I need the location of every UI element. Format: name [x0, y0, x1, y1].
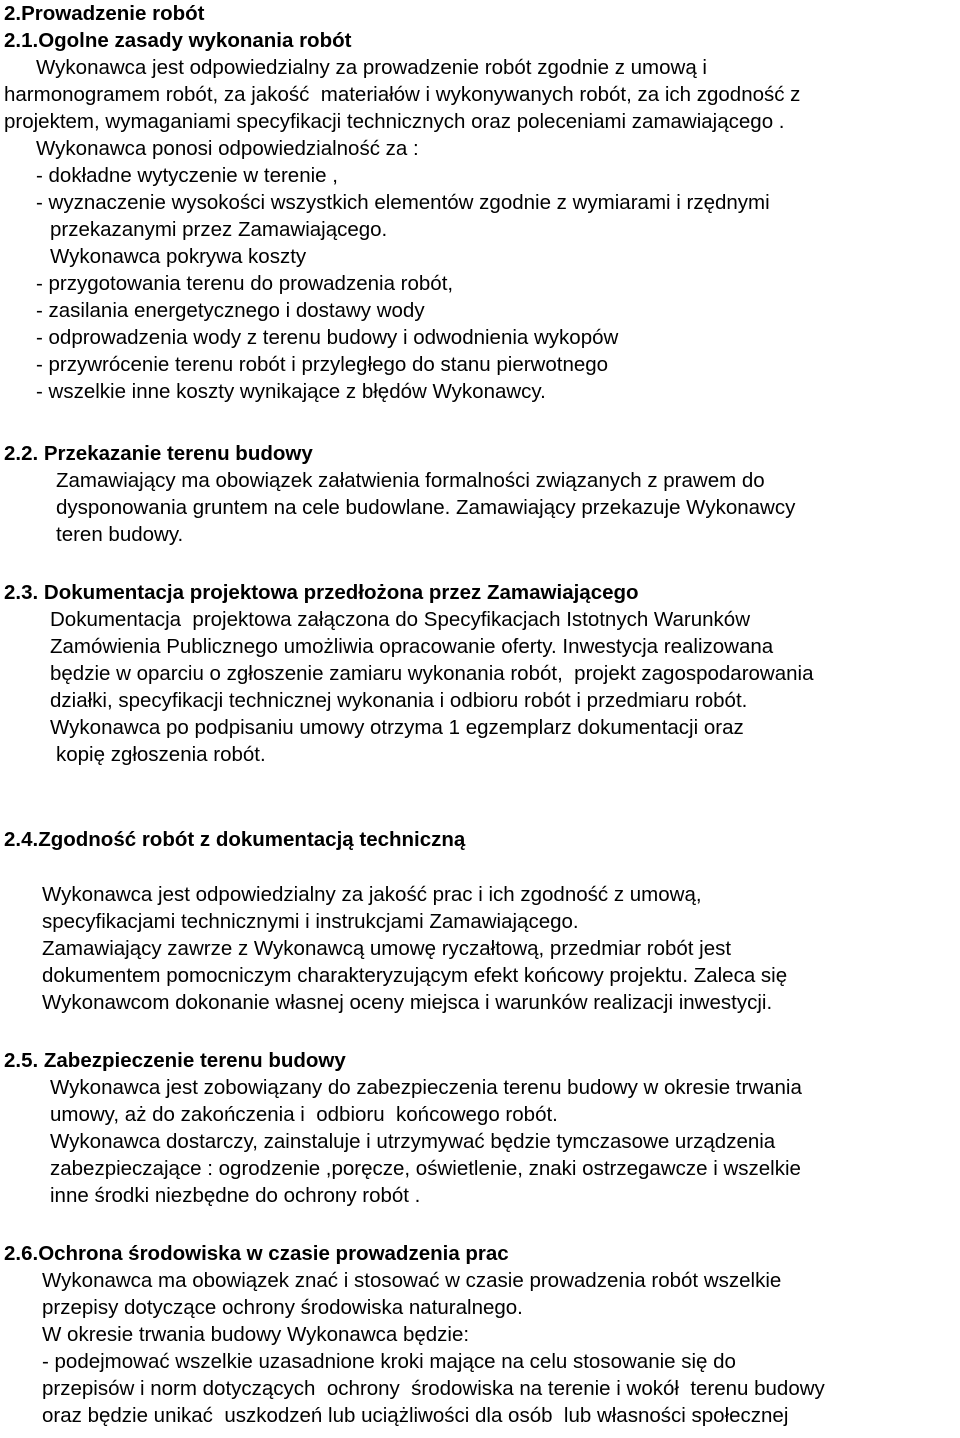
section-heading: 2.5. Zabezpieczenie terenu budowy [4, 1049, 346, 1072]
chapter-heading: 2.Prowadzenie robót [4, 2, 205, 25]
paragraph-line: W okresie trwania budowy Wykonawca będzie: [42, 1323, 470, 1346]
paragraph-line: teren budowy. [56, 523, 184, 546]
list-item: - przywrócenie terenu robót i przyległego do stanu pierwotnego [36, 353, 609, 376]
list-item-continuation: przepisów i norm dotyczących ochrony środowiska na terenie i wokół terenu budowy [42, 1377, 825, 1400]
paragraph-line: przepisy dotyczące ochrony środowiska naturalnego. [42, 1296, 523, 1319]
list-item-continuation: oraz będzie unikać uszkodzeń lub uciążliwości dla osób lub własności społecznej [42, 1404, 789, 1427]
paragraph-line: działki, specyfikacji technicznej wykonania i odbioru robót i przedmiaru robót. [50, 689, 748, 712]
paragraph-line: Zamawiający ma obowiązek załatwienia formalności związanych z prawem do [56, 469, 765, 492]
paragraph-line: będzie w oparciu o zgłoszenie zamiaru wykonania robót, projekt zagospodarowania [50, 662, 814, 685]
section-heading: 2.6.Ochrona środowiska w czasie prowadzenia prac [4, 1242, 509, 1265]
paragraph-line: Wykonawca jest odpowiedzialny za jakość prac i ich zgodność z umową, [42, 883, 702, 906]
paragraph-line: inne środki niezbędne do ochrony robót . [50, 1184, 421, 1207]
paragraph-line: Wykonawca ma obowiązek znać i stosować w czasie prowadzenia robót wszelkie [42, 1269, 782, 1292]
paragraph-line: Dokumentacja projektowa załączona do Specyfikacjach Istotnych Warunków [50, 608, 751, 631]
paragraph-line: Wykonawca po podpisaniu umowy otrzyma 1 egzemplarz dokumentacji oraz [50, 716, 744, 739]
list-item: - wszelkie inne koszty wynikające z błędów Wykonawcy. [36, 380, 546, 403]
paragraph-line: specyfikacjami technicznymi i instrukcjami Zamawiającego. [42, 910, 579, 933]
paragraph-line: Wykonawca ponosi odpowiedzialność za : [36, 137, 419, 160]
paragraph-line: Wykonawca jest odpowiedzialny za prowadzenie robót zgodnie z umową i [36, 56, 707, 79]
paragraph-line: dokumentem pomocniczym charakteryzującym efekt końcowy projektu. Zaleca się [42, 964, 788, 987]
paragraph-line: dysponowania gruntem na cele budowlane. Zamawiający przekazuje Wykonawcy [56, 496, 796, 519]
paragraph-line: projektem, wymaganiami specyfikacji technicznych oraz poleceniami zamawiającego . [4, 110, 785, 133]
paragraph-line: Wykonawcom dokonanie własnej oceny miejsca i warunków realizacji inwestycji. [42, 991, 773, 1014]
list-item: - przygotowania terenu do prowadzenia robót, [36, 272, 454, 295]
paragraph-line: kopię zgłoszenia robót. [56, 743, 266, 766]
list-item: - zasilania energetycznego i dostawy wody [36, 299, 425, 322]
paragraph-line: Wykonawca jest zobowiązany do zabezpieczenia terenu budowy w okresie trwania [50, 1076, 802, 1099]
list-item: - odprowadzenia wody z terenu budowy i odwodnienia wykopów [36, 326, 619, 349]
paragraph-line: Zamawiający zawrze z Wykonawcą umowę ryczałtową, przedmiar robót jest [42, 937, 732, 960]
list-item: - dokładne wytyczenie w terenie , [36, 164, 338, 187]
section-heading: 2.1.Ogolne zasady wykonania robót [4, 29, 352, 52]
list-item: - wyznaczenie wysokości wszystkich elementów zgodnie z wymiarami i rzędnymi [36, 191, 770, 214]
paragraph-line: Zamówienia Publicznego umożliwia opracowanie oferty. Inwestycja realizowana [50, 635, 774, 658]
list-item: - podejmować wszelkie uzasadnione kroki mające na celu stosowanie się do [42, 1350, 736, 1373]
section-heading: 2.2. Przekazanie terenu budowy [4, 442, 313, 465]
paragraph-line: harmonogramem robót, za jakość materiałów i wykonywanych robót, za ich zgodność z [4, 83, 801, 106]
paragraph-line: zabezpieczające : ogrodzenie ,poręcze, oświetlenie, znaki ostrzegawcze i wszelkie [50, 1157, 801, 1180]
section-heading: 2.4.Zgodność robót z dokumentacją techniczną [4, 828, 466, 851]
list-item-continuation: przekazanymi przez Zamawiającego. [50, 218, 388, 241]
paragraph-line: Wykonawca dostarczy, zainstaluje i utrzymywać będzie tymczasowe urządzenia [50, 1130, 776, 1153]
paragraph-line: umowy, aż do zakończenia i odbioru końcowego robót. [50, 1103, 558, 1126]
section-heading: 2.3. Dokumentacja projektowa przedłożona przez Zamawiającego [4, 581, 639, 604]
paragraph-line: Wykonawca pokrywa koszty [50, 245, 307, 268]
